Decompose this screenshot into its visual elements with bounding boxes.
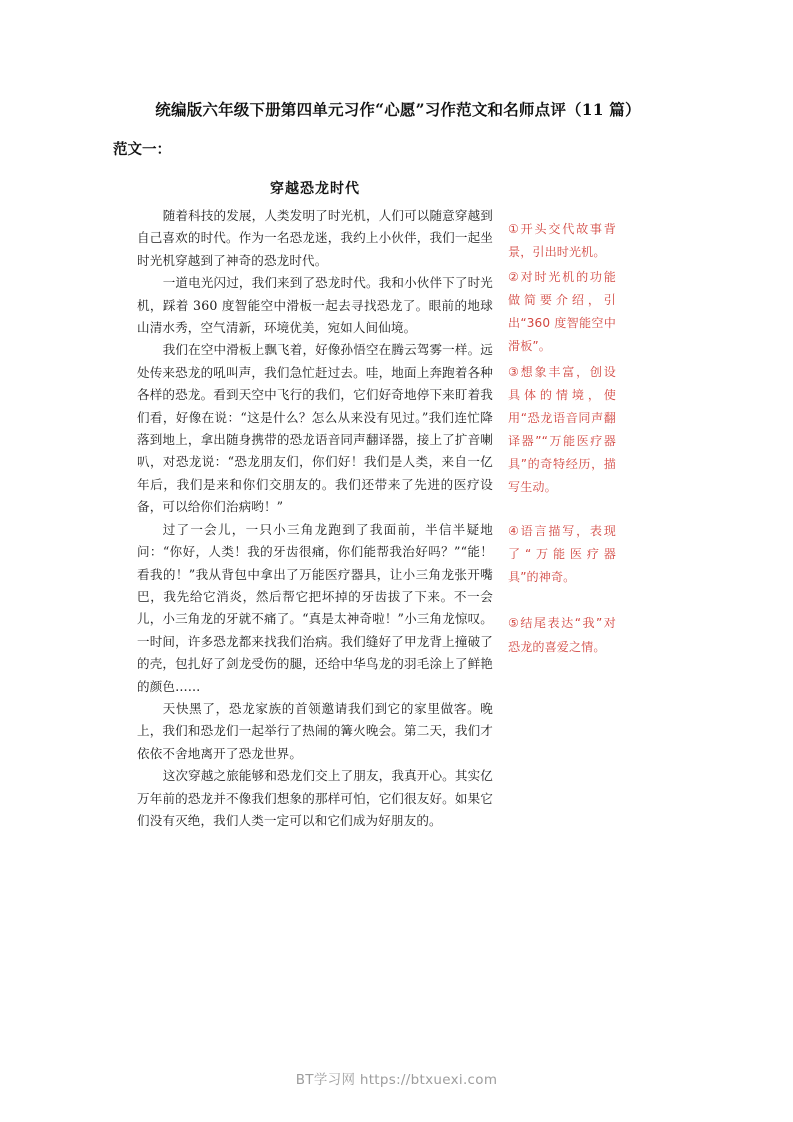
annotation-column	[508, 218, 616, 659]
essay-block	[137, 178, 493, 832]
document-title: 统编版六年级下册第四单元习作“心愿”习作范文和名师点评（11 篇）	[155, 100, 641, 119]
essay-paragraph: 随着科技的发展，人类发明了时光机，人们可以随意穿越到自己喜欢的时代。作为一名恐龙迷，我约上小伙伴，我们一起坐时光机穿越到了神奇的恐龙时代。	[137, 208, 493, 268]
annotation-item-5: ⑤结尾表达“我”对恐龙的喜爱之情。	[508, 616, 616, 654]
section-label-sample-one: 范文一：	[113, 141, 171, 158]
annotation-item-3: ③想象丰富，创设具体的情境，使用“恐龙语音同声翻译器”“万能医疗器具”的奇特经历，描写生动。	[508, 364, 616, 495]
footer-watermark: BT学习网 https://btxuexi.com	[295, 1072, 498, 1088]
essay-paragraph: 我们在空中滑板上飘飞着，好像孙悟空在腾云驾雾一样。远处传来恐龙的吼叫声，我们急忙赶过去。哇，地面上奔跑着各种各样的恐龙。看到天空中飞行的我们，它们好奇地停下来盯着我们看，好像在说：“这是什么？怎么从来没有见过。”我们连忙降落到地上，拿出随身携带的恐龙语音同声翻译器，接上了扩音喇叭，对恐龙说：“恐龙朋友们，你们好！我们是人类，来自一亿年后，我们是来和你们交朋友的。我们还带来了先进的医疗设备，可以给你们治病哟！”	[137, 342, 493, 515]
essay-paragraph: 天快黑了，恐龙家族的首领邀请我们到它的家里做客。晚上，我们和恐龙们一起举行了热闹的篝火晚会。第二天，我们才依依不舍地离开了恐龙世界。	[137, 700, 493, 761]
essay-body	[137, 205, 493, 832]
annotation-item-2: ②对时光机的功能做简要介绍，引出“360 度智能空中滑板”。	[508, 270, 616, 354]
essay-paragraph: 过了一会儿，一只小三角龙跑到了我面前，半信半疑地问：“你好，人类！我的牙齿很痛，你们能帮我治好吗？”“能！看我的！”我从背包中拿出了万能医疗器具，让小三角龙张开嘴巴，我先给它消炎，然后帮它把坏掉的牙齿拔了下来。不一会儿，小三角龙的牙就不痛了。“真是太神奇啦！”小三角龙惊叹。一时间，许多恐龙都来找我们治病。我们缝好了甲龙背上撞破了的壳，包扎好了剑龙受伤的腿，还给中华鸟龙的羽毛涂上了鲜艳的颜色……	[137, 521, 493, 694]
essay-title: 穿越恐龙时代	[270, 181, 360, 197]
essay-paragraph: 这次穿越之旅能够和恐龙们交上了朋友，我真开心。其实亿万年前的恐龙并不像我们想象的那样可怕，它们很友好。如果它们没有灭绝，我们人类一定可以和它们成为好朋友的。	[137, 768, 493, 828]
annotation-item-1: ①开头交代故事背景，引出时光机。	[508, 222, 616, 260]
essay-paragraph: 一道电光闪过，我们来到了恐龙时代。我和小伙伴下了时光机，踩着 360 度智能空中滑板一起去寻找恐龙了。眼前的地球山清水秀，空气清新，环境优美，宛如人间仙境。	[137, 275, 493, 336]
annotation-item-4: ④语言描写，表现了“万能医疗器具”的神奇。	[508, 524, 616, 585]
